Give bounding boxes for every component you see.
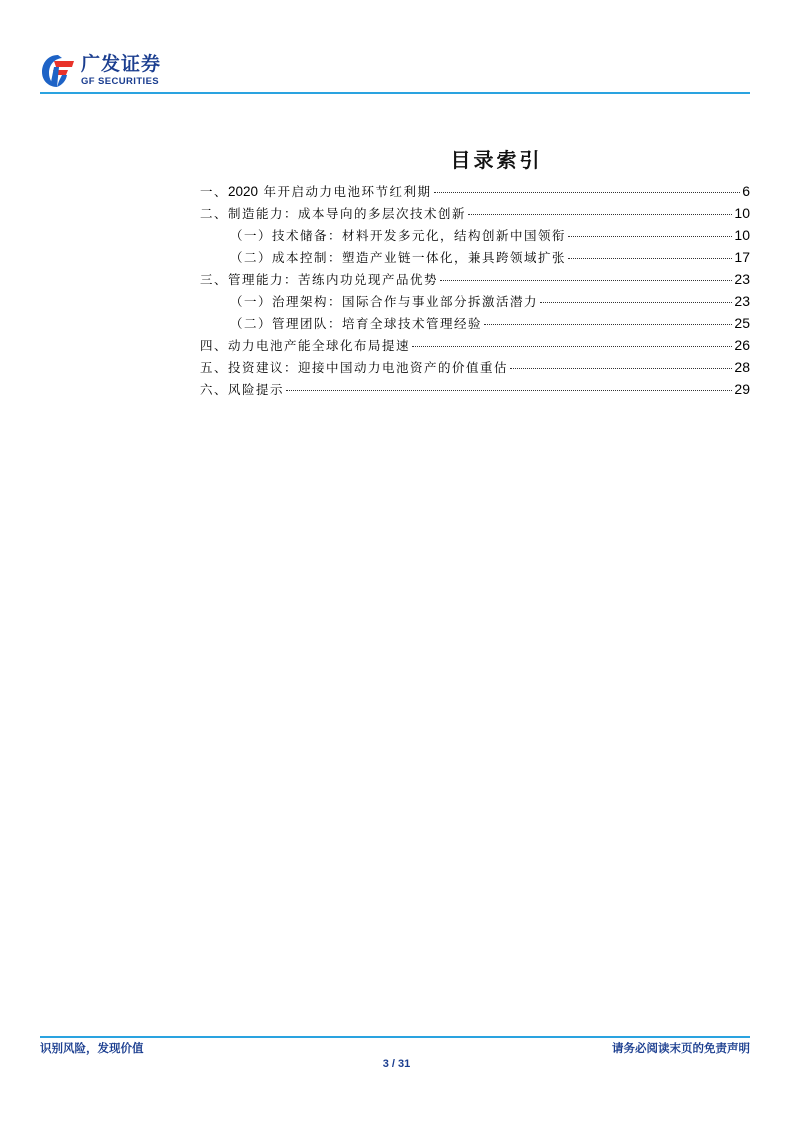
toc-page-number: 25 [734, 315, 750, 331]
footer-divider [40, 1036, 750, 1038]
toc-entry[interactable] [200, 378, 750, 400]
toc-subentry[interactable] [200, 246, 750, 268]
toc-leader-dots [440, 280, 732, 281]
toc-page-number: 29 [734, 381, 750, 397]
toc-entry-label: （一）技术储备：材料开发多元化，结构创新中国领衔 [230, 228, 567, 243]
toc-entry-label: （二）成本控制：塑造产业链一体化，兼具跨领域扩张 [230, 250, 567, 265]
toc-entry[interactable] [200, 202, 750, 224]
toc-page-number: 10 [734, 205, 750, 221]
toc-entry-label: （一）治理架构：国际合作与事业部分拆激活潜力 [230, 294, 539, 309]
toc-leader-dots [568, 236, 732, 237]
toc-entry[interactable] [200, 334, 750, 356]
footer-disclaimer: 请务必阅读末页的免责声明 [612, 1041, 750, 1055]
toc-leader-dots [412, 346, 732, 347]
toc-leader-dots [484, 324, 732, 325]
toc-leader-dots [434, 192, 741, 193]
toc-subentry[interactable] [200, 290, 750, 312]
header-divider [40, 92, 750, 94]
page-title: 目录索引 [450, 148, 543, 172]
logo-name-en: GF SECURITIES [81, 76, 160, 88]
toc-entry[interactable] [200, 180, 750, 202]
toc-leader-dots [468, 214, 732, 215]
gf-logo-icon [40, 53, 76, 89]
toc-page-number: 6 [742, 183, 750, 199]
logo-name-cn: 广发证券 [81, 53, 162, 76]
toc-leader-dots [286, 390, 732, 391]
toc-subentry[interactable] [200, 312, 750, 334]
toc-leader-dots [510, 368, 732, 369]
toc-entry-label: 三、管理能力：苦练内功兑现产品优势 [200, 272, 439, 287]
page-indicator: 3 / 31 [382, 1058, 411, 1070]
toc-entry-label: 二、制造能力：成本导向的多层次技术创新 [200, 206, 467, 221]
toc-entry[interactable] [200, 268, 750, 290]
toc-page-number: 17 [734, 249, 750, 265]
toc-page-number: 26 [734, 337, 750, 353]
toc-entry-label: （二）管理团队：培育全球技术管理经验 [230, 316, 483, 331]
toc-leader-dots [540, 302, 732, 303]
table-of-contents [200, 180, 750, 400]
toc-page-number: 10 [734, 227, 750, 243]
toc-entry-label: 六、风险提示 [200, 382, 285, 397]
toc-entry[interactable] [200, 356, 750, 378]
page-header [40, 52, 750, 92]
company-logo [40, 52, 161, 90]
toc-entry-label: 一、2020 年开启动力电池环节红利期 [200, 184, 432, 199]
toc-subentry[interactable] [200, 224, 750, 246]
toc-page-number: 23 [734, 293, 750, 309]
toc-entry-label: 五、投资建议：迎接中国动力电池资产的价值重估 [200, 360, 509, 375]
footer-slogan: 识别风险，发现价值 [40, 1041, 144, 1055]
toc-leader-dots [568, 258, 732, 259]
toc-page-number: 28 [734, 359, 750, 375]
toc-page-number: 23 [734, 271, 750, 287]
toc-entry-label: 四、动力电池产能全球化布局提速 [200, 338, 411, 353]
